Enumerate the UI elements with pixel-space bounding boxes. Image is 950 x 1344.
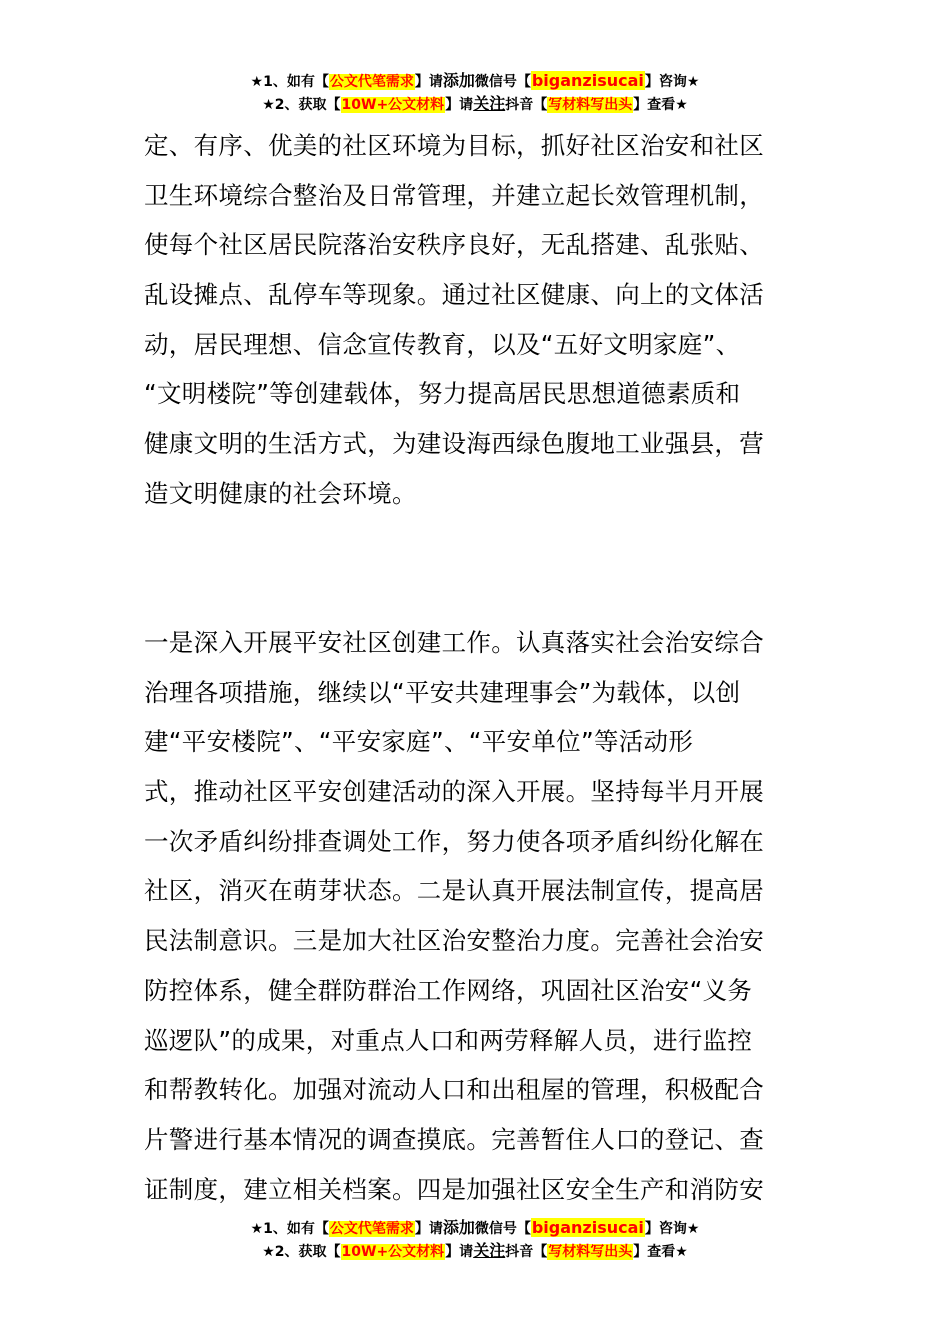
text-line: 一是深入开展平安社区创建工作。认真落实社会治安综合 (144, 628, 764, 657)
text-line: “文明楼院”等创建载体，努力提高居民思想道德素质和 (144, 379, 741, 409)
text-line: 证制度，建立相关档案。四是加强社区安全生产和消防安 (144, 1174, 764, 1204)
text-line: 治理各项措施，继续以“平安共建理事会”为载体，以创 (144, 677, 741, 707)
footer-banner (0, 1217, 950, 1263)
text-line: 巡逻队”的成果，对重点人口和两劳释解人员，进行监控 (144, 1025, 753, 1055)
banner-text: ★2、获取【 (262, 1244, 341, 1260)
text-line: 社区，消灭在萌芽状态。二是认真开展法制宣传，提高居 (144, 876, 764, 906)
highlight-materials: 10W+公文材料 (341, 1244, 445, 1260)
banner-text: ★1、如有【 (250, 74, 329, 90)
header-banner (0, 70, 950, 116)
paragraph-1 (144, 121, 808, 519)
banner-emphasis: 关注 (473, 1241, 506, 1260)
text-line: 一次矛盾纠纷排查调处工作，努力使各项矛盾纠纷化解在 (144, 826, 764, 856)
banner-text: 】查看★ (633, 97, 688, 113)
paragraph-2 (144, 618, 808, 1214)
text-line: 片警进行基本情况的调查摸底。完善暂住人口的登记、查 (144, 1124, 764, 1154)
banner-text: 】请 (445, 1244, 474, 1260)
banner-text: ★2、获取【 (262, 97, 341, 113)
highlight-douyin: 写材料写出头 (548, 97, 633, 113)
text-line: 乱设摊点、乱停车等现象。通过社区健康、向上的文体活 (144, 280, 764, 310)
banner-line-2 (0, 93, 950, 116)
highlight-materials: 10W+公文材料 (341, 97, 445, 113)
banner-line-1 (0, 1217, 950, 1240)
banner-text: 抖音【 (505, 97, 548, 113)
text-line: 和帮教转化。加强对流动人口和出租屋的管理，积极配合 (144, 1075, 764, 1105)
banner-emphasis: 添加 (442, 71, 475, 90)
text-line: 使每个社区居民院落治安秩序良好，无乱搭建、乱张贴、 (144, 230, 764, 260)
text-line: 民法制意识。三是加大社区治安整治力度。完善社会治安 (144, 926, 764, 956)
banner-emphasis: 添加 (442, 1218, 475, 1237)
highlight-douyin: 写材料写出头 (548, 1244, 633, 1260)
highlight-service: 公文代笔需求 (329, 74, 414, 90)
text-line: 卫生环境综合整治及日常管理，并建立起长效管理机制， (144, 180, 764, 210)
banner-text: 】查看★ (633, 1244, 688, 1260)
banner-text: 微信号【 (474, 74, 531, 90)
text-line: 防控体系，健全群防群治工作网络，巩固社区治安“义务 (144, 975, 753, 1005)
banner-text: 】请 (414, 1221, 443, 1237)
banner-emphasis: 关注 (473, 94, 506, 113)
highlight-wechat-id: biganzisucai (531, 71, 644, 90)
banner-text: 抖音【 (505, 1244, 548, 1260)
text-line: 健康文明的生活方式，为建设海西绿色腹地工业强县，营 (144, 429, 764, 459)
text-line: 建“平安楼院”、“平安家庭”、“平安单位”等活动形 (144, 727, 694, 757)
banner-line-1 (0, 70, 950, 93)
highlight-wechat-id: biganzisucai (531, 1218, 644, 1237)
banner-line-2 (0, 1240, 950, 1263)
highlight-service: 公文代笔需求 (329, 1221, 414, 1237)
text-line: 造文明健康的社会环境。 (144, 478, 417, 508)
text-line: 式，推动社区平安创建活动的深入开展。坚持每半月开展 (144, 777, 764, 807)
banner-text: 】请 (414, 74, 443, 90)
text-line: 定、有序、优美的社区环境为目标，抓好社区治安和社区 (144, 131, 764, 160)
banner-text: 】咨询★ (644, 1221, 700, 1237)
banner-text: ★1、如有【 (250, 1221, 329, 1237)
text-line: 动，居民理想、信念宣传教育，以及“五好文明家庭”、 (144, 329, 741, 359)
banner-text: 微信号【 (474, 1221, 531, 1237)
banner-text: 】请 (445, 97, 474, 113)
banner-text: 】咨询★ (644, 74, 700, 90)
